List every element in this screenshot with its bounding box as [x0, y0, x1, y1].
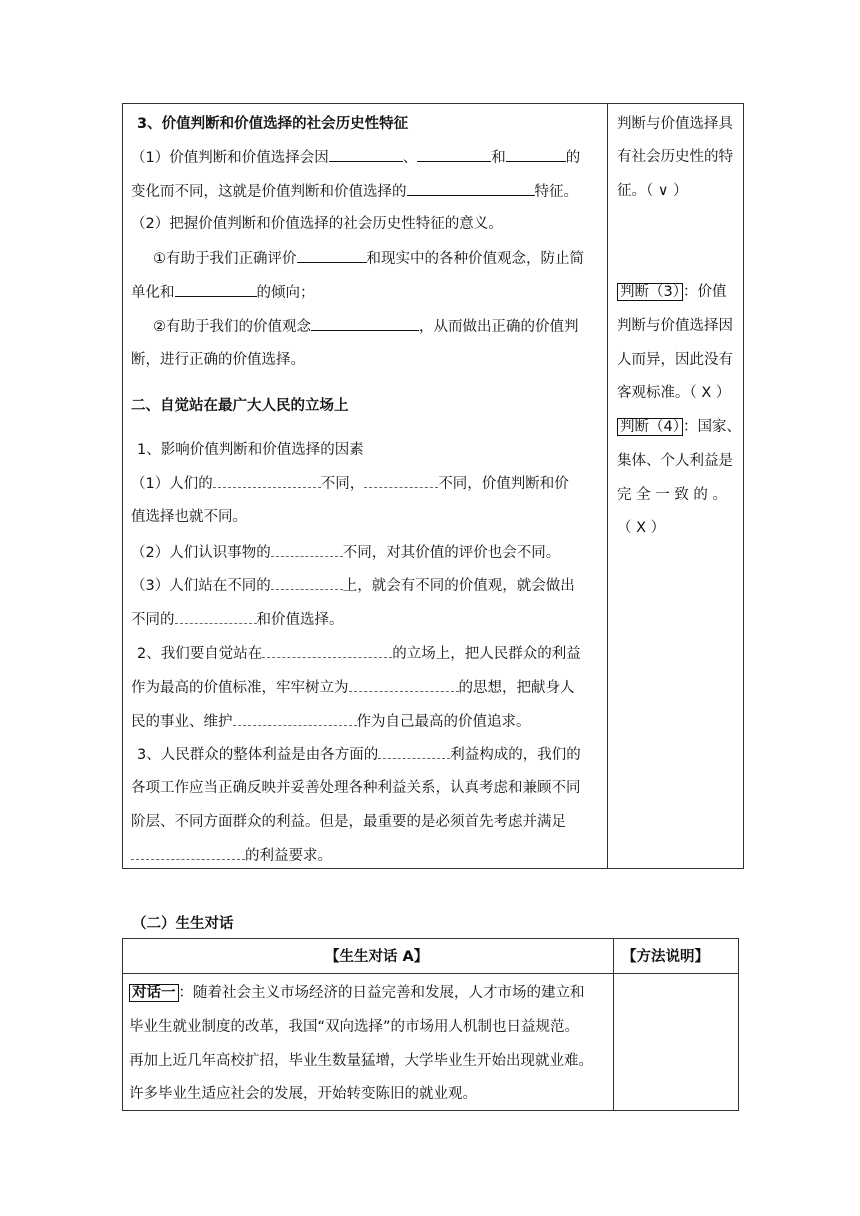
point-3-2-1-line-1: ①有助于我们正确评价 和现实中的各种价值观念，防止简	[153, 248, 584, 269]
side-note-2-line-3: 人而异，因此没有	[617, 352, 733, 368]
side-note-1-line-3: 征。（ ∨ ）	[617, 183, 688, 199]
side-note-3-line-3: 完 全 一 致 的 。	[617, 487, 728, 503]
q2-line-3: 民的事业、维护 作为自己最高的价值追求。	[131, 711, 531, 732]
q3-line-2: 各项工作应当正确反映并妥善处理各种利益关系，认真考虑和兼顾不同	[131, 780, 581, 796]
point-3-2-2-line-2: 断，进行正确的价值选择。	[131, 352, 305, 368]
blank[interactable]	[175, 282, 257, 297]
q1-2: （2）人们认识事物的 不同，对其价值的评价也会不同。	[131, 542, 560, 563]
judgment-3-label: 判断（3）	[617, 283, 683, 301]
blank[interactable]	[297, 248, 367, 263]
blank[interactable]	[213, 473, 321, 488]
q1-3-line-2: 不同的 和价值选择。	[131, 609, 344, 630]
blank[interactable]	[131, 845, 245, 860]
side-note-1-line-2: 有社会历史性的特	[617, 149, 733, 165]
blank[interactable]	[506, 147, 566, 162]
q1-3-line-1: （3）人们站在不同的 上，就会有不同的价值观，就会做出	[131, 575, 575, 596]
dialogue-header: 【生生对话 A】	[325, 949, 429, 965]
dialogue-line-1: 对话一 ：随着社会主义市场经济的日益完善和发展，人才市场的建立和	[129, 983, 585, 1003]
q3-line-3: 阶层、不同方面群众的利益。但是，最重要的是必须首先考虑并满足	[131, 814, 566, 830]
side-note-3-line-1: 判断（4） ：国家、	[617, 417, 741, 437]
point-3-2-1-line-2: 单化和 的倾向；	[131, 282, 315, 303]
judgment-4-label: 判断（4）	[617, 418, 683, 436]
blank[interactable]	[378, 744, 450, 759]
blank[interactable]	[349, 677, 459, 692]
side-note-2-line-1: 判断（3） ：价值	[617, 282, 726, 302]
blank[interactable]	[364, 473, 438, 488]
knowledge-table	[122, 103, 744, 869]
side-note-2-line-2: 判断与价值选择因	[617, 318, 733, 334]
blank[interactable]	[262, 643, 392, 658]
side-note-1-line-1: 判断与价值选择具	[617, 116, 733, 132]
column-divider	[613, 939, 614, 1110]
side-note-3-line-4: （ X ）	[617, 520, 666, 536]
section-2-heading: 二、自觉站在最广大人民的立场上	[131, 398, 349, 414]
dialogue-line-4: 许多毕业生适应社会的发展，开始转变陈旧的就业观。	[129, 1086, 477, 1102]
dialogue-line-3: 再加上近几年高校扩招，毕业生数量猛增，大学毕业生开始出现就业难。	[129, 1053, 593, 1069]
point-3-1-line-2: 变化而不同，这就是价值判断和价值选择的 特征。	[131, 181, 578, 202]
q3-line-4: 的利益要求。	[131, 845, 332, 866]
point-3-2-2-line-1: ②有助于我们的价值观念 ，从而做出正确的价值判	[153, 316, 579, 337]
q1-1-line-2: 值选择也就不同。	[131, 509, 247, 525]
blank[interactable]	[271, 575, 343, 590]
dialogue-table	[122, 938, 739, 1111]
blank[interactable]	[175, 609, 257, 624]
q1-heading: 1、影响价值判断和价值选择的因素	[137, 442, 364, 458]
header-divider	[123, 973, 738, 974]
point-3-2: （2）把握价值判断和价值选择的社会历史性特征的意义。	[131, 216, 503, 232]
point-3-heading: 3、价值判断和价值选择的社会历史性特征	[137, 116, 409, 132]
q2-line-1: 2、我们要自觉站在 的立场上，把人民群众的利益	[137, 643, 581, 664]
column-divider	[607, 104, 608, 868]
q1-1-line-1: （1）人们的 不同， 不同，价值判断和价	[131, 473, 569, 494]
blank[interactable]	[407, 181, 535, 196]
blank[interactable]	[417, 147, 491, 162]
q2-line-2: 作为最高的价值标准，牢牢树立为 的思想，把献身人	[131, 677, 575, 698]
blank[interactable]	[311, 316, 419, 331]
dialogue-line-2: 毕业生就业制度的改革，我国“双向选择”的市场用人机制也日益规范。	[129, 1019, 580, 1035]
dialogue-one-label: 对话一	[129, 984, 179, 1002]
blank[interactable]	[271, 542, 343, 557]
method-header: 【方法说明】	[622, 949, 709, 965]
q3-line-1: 3、人民群众的整体利益是由各方面的 利益构成的，我们的	[137, 744, 581, 765]
blank[interactable]	[233, 711, 357, 726]
side-note-3-line-2: 集体、个人利益是	[617, 453, 733, 469]
side-note-2-line-4: 客观标准。（ X ）	[617, 385, 731, 401]
point-3-1-line-1: （1）价值判断和价值选择会因 、 和 的	[131, 147, 580, 168]
blank[interactable]	[329, 147, 403, 162]
section-title: （二）生生对话	[132, 916, 234, 932]
